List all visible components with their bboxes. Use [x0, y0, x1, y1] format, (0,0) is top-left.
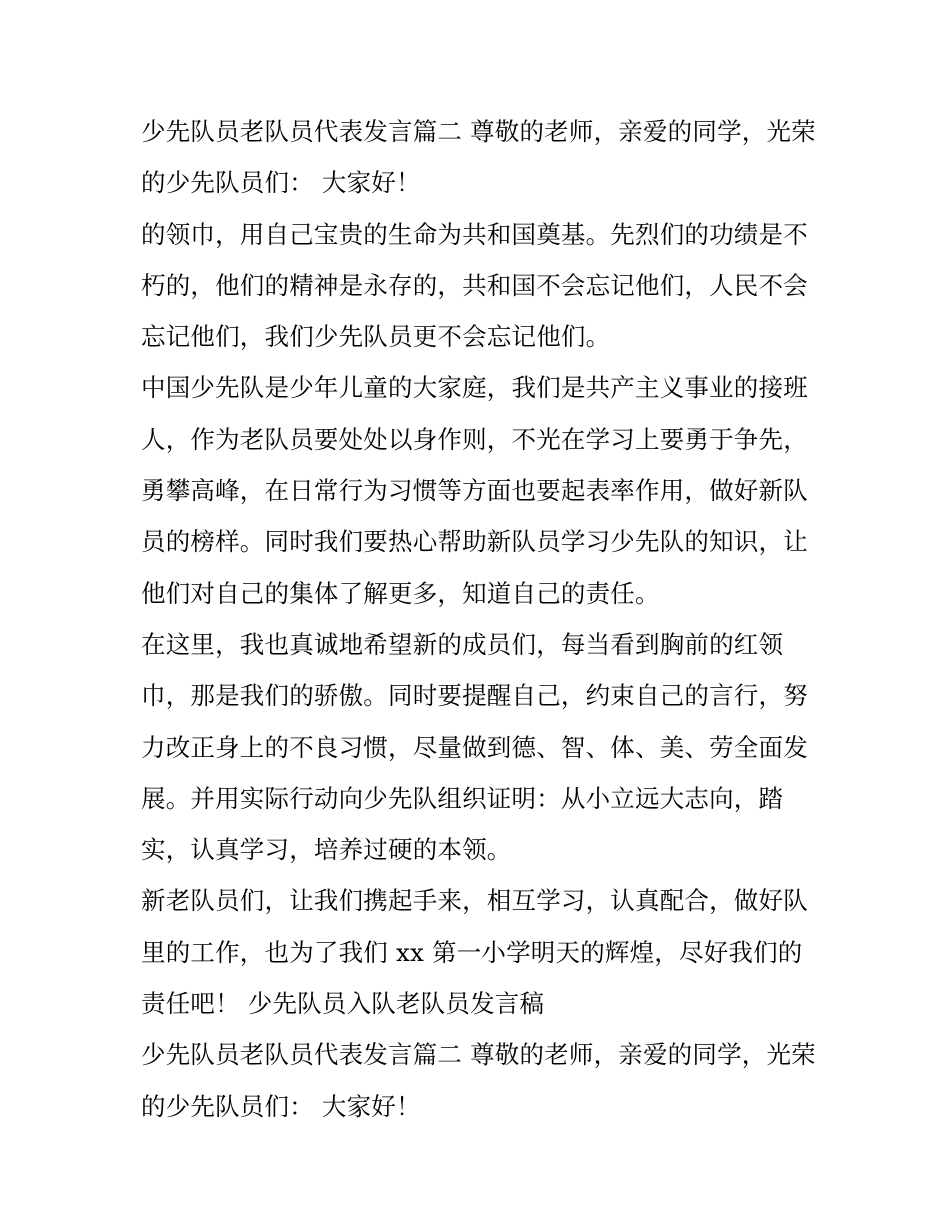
paragraph-4: 在这里，我也真诚地希望新的成员们，每当看到胸前的红领巾，那是我们的骄傲。同时要提醒自己，约束自己的言行，努力改正身上的不良习惯，尽量做到德、智、体、美、劳全面发展。并用实际行动向少先队组织证明：从小立远大志向，踏实，认真学习，培养过硬的本领。: [141, 629, 808, 865]
paragraph-2: 的领巾，用自己宝贵的生命为共和国奠基。先烈们的功绩是不朽的，他们的精神是永存的，共和国不会忘记他们，人民不会忘记他们，我们少先队员更不会忘记他们。: [141, 219, 808, 352]
paragraph-3: 中国少先队是少年儿童的大家庭，我们是共产主义事业的接班人，作为老队员要处处以身作则，不光在学习上要勇于争先，勇攀高峰，在日常行为习惯等方面也要起表率作用，做好新队员的榜样。同时我们要热心帮助新队员学习少先队的知识，让他们对自己的集体了解更多，知道自己的责任。: [141, 373, 808, 608]
paragraph-6: 少先队员老队员代表发言篇二 尊敬的老师，亲爱的同学，光荣的少先队员们： 大家好！: [141, 1040, 816, 1121]
document-body: [141, 106, 821, 1132]
paragraph-1: 少先队员老队员代表发言篇二 尊敬的老师，亲爱的同学，光荣的少先队员们： 大家好！: [141, 117, 816, 198]
paragraph-5: 新老队员们，让我们携起手来，相互学习，认真配合，做好队里的工作，也为了我们 xx 第一小学明天的辉煌，尽好我们的责任吧！ 少先队员入队老队员发言稿: [141, 886, 808, 1019]
